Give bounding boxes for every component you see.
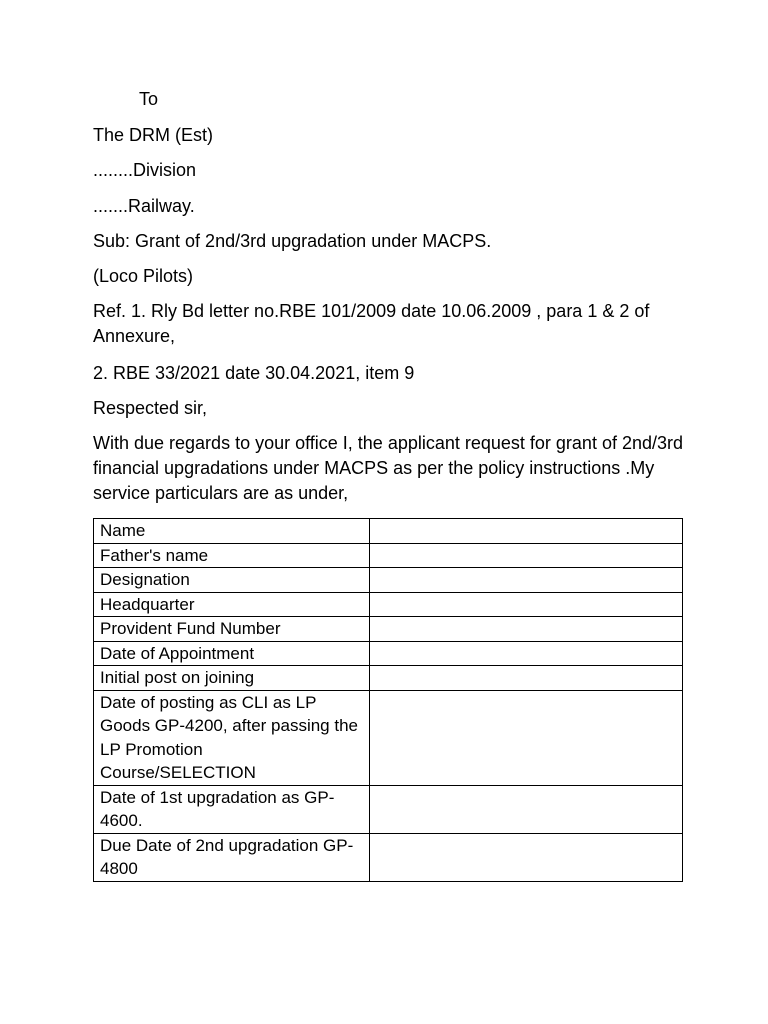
row-label: Date of 1st upgradation as GP-4600. xyxy=(94,785,370,833)
table-row xyxy=(94,592,683,617)
table-row xyxy=(94,690,683,785)
service-particulars-table xyxy=(93,518,683,882)
row-value-cell[interactable] xyxy=(370,666,683,691)
row-value-cell[interactable] xyxy=(370,543,683,568)
subject-line: Sub: Grant of 2nd/3rd upgradation under MACPS. xyxy=(93,231,492,251)
row-label: Headquarter xyxy=(94,592,370,617)
addressee: The DRM (Est) xyxy=(93,125,214,145)
row-value-cell[interactable] xyxy=(370,568,683,593)
row-value-cell[interactable] xyxy=(370,690,683,785)
table-row xyxy=(94,666,683,691)
subject-note: (Loco Pilots) xyxy=(93,266,194,286)
table-row xyxy=(94,641,683,666)
table-row xyxy=(94,568,683,593)
row-label: Designation xyxy=(94,568,370,593)
to-line: To xyxy=(139,89,159,109)
row-label: Due Date of 2nd upgradation GP-4800 xyxy=(94,833,370,881)
row-label: Date of posting as CLI as LP Goods GP-4200, after passing the LP Promotion Course/SELECTION xyxy=(94,690,370,785)
table-row xyxy=(94,543,683,568)
table-row xyxy=(94,519,683,544)
division-line: ........Division xyxy=(93,160,197,180)
row-value-cell[interactable] xyxy=(370,833,683,881)
row-value-cell[interactable] xyxy=(370,785,683,833)
row-label: Date of Appointment xyxy=(94,641,370,666)
table-row xyxy=(94,617,683,642)
row-value-cell[interactable] xyxy=(370,519,683,544)
row-label: Father's name xyxy=(94,543,370,568)
reference-1: Ref. 1. Rly Bd letter no.RBE 101/2009 date 10.06.2009 , para 1 & 2 of Annexure, xyxy=(93,301,650,346)
body-paragraph: With due regards to your office I, the applicant request for grant of 2nd/3rd financial upgradations under MACPS as per the policy instructions .My service particulars are as under, xyxy=(93,433,684,503)
railway-line: .......Railway. xyxy=(93,196,195,216)
row-label: Provident Fund Number xyxy=(94,617,370,642)
row-label: Initial post on joining xyxy=(94,666,370,691)
table-row xyxy=(94,785,683,833)
salutation: Respected sir, xyxy=(93,398,208,418)
row-value-cell[interactable] xyxy=(370,617,683,642)
row-value-cell[interactable] xyxy=(370,641,683,666)
table-row xyxy=(94,833,683,881)
row-value-cell[interactable] xyxy=(370,592,683,617)
reference-2: 2. RBE 33/2021 date 30.04.2021, item 9 xyxy=(93,363,415,383)
row-label: Name xyxy=(94,519,370,544)
